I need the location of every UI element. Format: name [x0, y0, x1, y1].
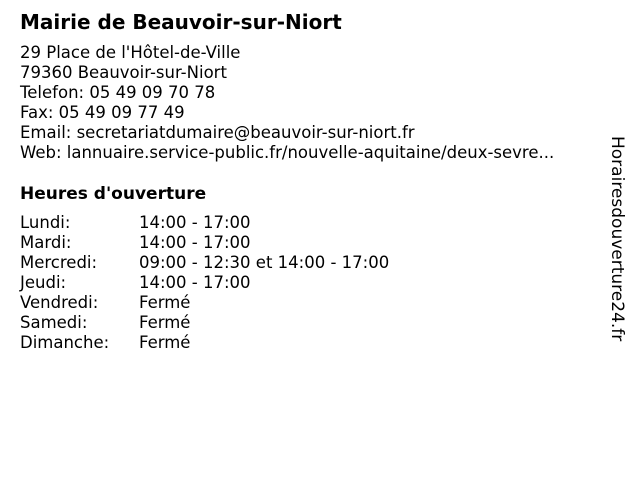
hours-time: 14:00 - 17:00: [139, 233, 251, 252]
hours-time: Fermé: [139, 333, 191, 352]
hours-time: 14:00 - 17:00: [139, 213, 251, 232]
address-block: [20, 43, 554, 163]
hours-day: Dimanche:: [20, 333, 110, 352]
brand-watermark: Horairesdouverture24.fr: [607, 136, 627, 342]
hours-time: 09:00 - 12:30 et 14:00 - 17:00: [139, 253, 390, 272]
street-address: 29 Place de l'Hôtel-de-Ville: [20, 43, 241, 62]
hours-time: Fermé: [139, 313, 191, 332]
hours-day: Vendredi:: [20, 293, 99, 312]
hours-heading: Heures d'ouverture: [20, 184, 207, 204]
website-url: Web: lannuaire.service-public.fr/nouvelle-aquitaine/deux-sevre...: [20, 143, 555, 162]
phone-number: Telefon: 05 49 09 70 78: [20, 83, 216, 102]
hours-day: Jeudi:: [20, 273, 67, 292]
hours-day: Mardi:: [20, 233, 72, 252]
email-address: Email: secretariatdumaire@beauvoir-sur-niort.fr: [20, 123, 415, 142]
page-title: Mairie de Beauvoir-sur-Niort: [20, 10, 342, 34]
hours-time: Fermé: [139, 293, 191, 312]
hours-day: Lundi:: [20, 213, 71, 232]
city-postal: 79360 Beauvoir-sur-Niort: [20, 63, 227, 82]
hours-day: Mercredi:: [20, 253, 98, 272]
hours-time: 14:00 - 17:00: [139, 273, 251, 292]
fax-number: Fax: 05 49 09 77 49: [20, 103, 185, 122]
hours-day: Samedi:: [20, 313, 88, 332]
